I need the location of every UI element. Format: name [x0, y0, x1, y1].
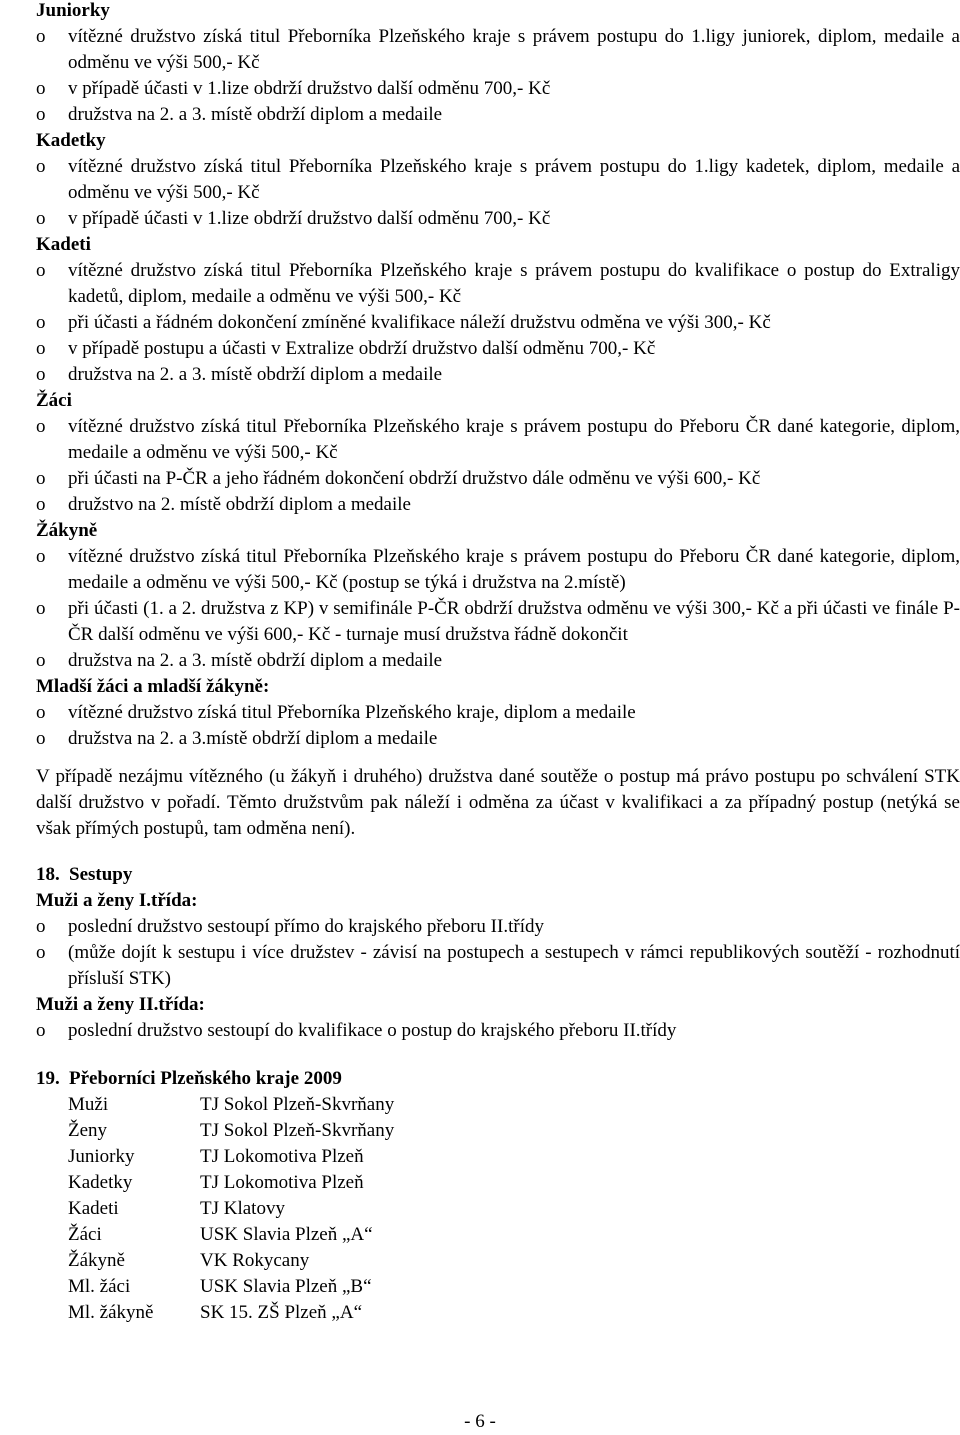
- bullet-marker: o: [36, 546, 46, 567]
- note-paragraph: V případě nezájmu vítězného (u žákyň i druhého) družstva dané soutěže o postup má právo postupu po schválení STK další družstvo v pořadí. Těmto družstvům pak náleží i odměna za účast v kvalifikaci a za případný postup (netýká se však přímých postupů, tam odměna není).: [36, 766, 960, 839]
- list-item-text: poslední družstvo sestoupí přímo do krajského přeboru II.třídy: [68, 916, 544, 937]
- list-item-text: vítězné družstvo získá titul Přeborníka Plzeňského kraje s právem postupu do 1.ligy juniorek, diplom, medaile a odměnu ve výši 500,- Kč: [68, 26, 960, 73]
- list-item-text: (může dojít k sestupu i více družstev - závisí na postupech a sestupech v rámci republikových soutěží - rozhodnutí přísluší STK): [68, 942, 960, 989]
- table-row: [68, 1196, 394, 1222]
- list-item-text: vítězné družstvo získá titul Přeborníka Plzeňského kraje s právem postupu do Přeboru ČR dané kategorie, diplom, medaile a odměnu ve výši 500,- Kč (postup se týká i družstva na 2.místě): [68, 546, 960, 593]
- table-row: [68, 1118, 394, 1144]
- category-cell: Ženy: [68, 1120, 108, 1141]
- list-item: [36, 414, 960, 466]
- bullet-marker: o: [36, 650, 46, 671]
- list-item: [36, 206, 960, 232]
- team-cell: USK Slavia Plzeň „A“: [200, 1224, 373, 1245]
- bullet-marker: o: [36, 468, 46, 489]
- bullet-marker: o: [36, 916, 46, 937]
- team-cell: VK Rokycany: [200, 1250, 310, 1271]
- list-item: [36, 492, 960, 518]
- bullet-marker: o: [36, 156, 46, 177]
- list-item: [36, 336, 960, 362]
- list-item: [36, 940, 960, 992]
- list-item: [36, 544, 960, 596]
- list-item-text: vítězné družstvo získá titul Přeborníka Plzeňského kraje s právem postupu do Přeboru ČR dané kategorie, diplom, medaile a odměnu ve výši 500,- Kč: [68, 416, 960, 463]
- list-item: [36, 362, 960, 388]
- section-heading-champions: [36, 1066, 960, 1092]
- list-item-text: v případě účasti v 1.lize obdrží družstvo další odměnu 700,- Kč: [68, 208, 551, 229]
- team-cell: TJ Sokol Plzeň-Skvrňany: [200, 1120, 395, 1141]
- team-cell: TJ Klatovy: [200, 1198, 285, 1219]
- bullet-marker: o: [36, 26, 46, 47]
- list-item: [36, 914, 960, 940]
- list-item-text: v případě účasti v 1.lize obdrží družstvo další odměnu 700,- Kč: [68, 78, 551, 99]
- list-item-text: poslední družstvo sestoupí do kvalifikace o postup do krajského přeboru II.třídy: [68, 1020, 677, 1041]
- category-cell: Žáci: [68, 1224, 102, 1245]
- team-cell: TJ Lokomotiva Plzeň: [200, 1146, 364, 1167]
- bullet-marker: o: [36, 702, 46, 723]
- list-item: [36, 154, 960, 206]
- list-item-text: vítězné družstvo získá titul Přeborníka Plzeňského kraje s právem postupu do 1.ligy kadetek, diplom, medaile a odměnu ve výši 500,- Kč: [68, 156, 960, 203]
- heading-mladsi: Mladší žáci a mladší žákyně:: [36, 676, 270, 697]
- section-title: Přeborníci Plzeňského kraje 2009: [69, 1068, 342, 1089]
- list-item: [36, 310, 960, 336]
- team-cell: USK Slavia Plzeň „B“: [200, 1276, 372, 1297]
- table-row: [68, 1170, 394, 1196]
- bullet-marker: o: [36, 728, 46, 749]
- category-cell: Muži: [68, 1094, 109, 1115]
- list-item-text: družstva na 2. a 3. místě obdrží diplom a medaile: [68, 364, 443, 385]
- section-heading-sestupy: [36, 862, 960, 888]
- bullet-marker: o: [36, 416, 46, 437]
- category-cell: Juniorky: [68, 1146, 135, 1167]
- category-cell: Ml. žákyně: [68, 1302, 154, 1323]
- team-cell: TJ Lokomotiva Plzeň: [200, 1172, 364, 1193]
- table-row: [68, 1248, 394, 1274]
- bullet-marker: o: [36, 494, 46, 515]
- bullet-marker: o: [36, 78, 46, 99]
- bullet-marker: o: [36, 598, 46, 619]
- bullet-marker: o: [36, 364, 46, 385]
- list-item-text: družstva na 2. a 3. místě obdrží diplom a medaile: [68, 104, 443, 125]
- bullet-marker: o: [36, 312, 46, 333]
- table-row: [68, 1274, 394, 1300]
- document-page: [36, 0, 960, 1326]
- section-number: 19.: [36, 1068, 60, 1089]
- table-row: [68, 1144, 394, 1170]
- table-row: [68, 1300, 394, 1326]
- category-cell: Ml. žáci: [68, 1276, 131, 1297]
- list-item: [36, 102, 960, 128]
- page-number: - 6 -: [464, 1411, 496, 1432]
- heading-kadetky: Kadetky: [36, 130, 106, 151]
- bullet-marker: o: [36, 104, 46, 125]
- subheading-muzi-zeny-2: Muži a ženy II.třída:: [36, 994, 205, 1015]
- heading-kadeti: Kadeti: [36, 234, 91, 255]
- section-number: 18.: [36, 864, 60, 885]
- list-item: [36, 1018, 960, 1044]
- section-title: Sestupy: [69, 864, 133, 885]
- team-cell: SK 15. ZŠ Plzeň „A“: [200, 1302, 363, 1323]
- list-item: [36, 466, 960, 492]
- bullet-marker: o: [36, 338, 46, 359]
- category-cell: Kadetky: [68, 1172, 133, 1193]
- list-item-text: při účasti na P-ČR a jeho řádném dokončení obdrží družstvo dále odměnu ve výši 600,- Kč: [68, 468, 761, 489]
- bullet-marker: o: [36, 1020, 46, 1041]
- list-item-text: při účasti a řádném dokončení zmíněné kvalifikace náleží družstvu odměna ve výši 300,- Kč: [68, 312, 771, 333]
- subheading-muzi-zeny-1: Muži a ženy I.třída:: [36, 890, 198, 911]
- champions-table: [68, 1092, 394, 1326]
- bullet-marker: o: [36, 942, 46, 963]
- table-row: [68, 1092, 394, 1118]
- list-item-text: vítězné družstvo získá titul Přeborníka Plzeňského kraje, diplom a medaile: [68, 702, 636, 723]
- heading-zakyne: Žákyně: [36, 520, 98, 541]
- list-item: [36, 700, 960, 726]
- list-item: [36, 596, 960, 648]
- list-item: [36, 648, 960, 674]
- list-item-text: vítězné družstvo získá titul Přeborníka Plzeňského kraje s právem postupu do kvalifikace o postup do Extraligy kadetů, diplom, medaile a odměnu ve výši 500,- Kč: [68, 260, 960, 307]
- list-item-text: družstva na 2. a 3. místě obdrží diplom a medaile: [68, 650, 443, 671]
- bullet-marker: o: [36, 260, 46, 281]
- bullet-marker: o: [36, 208, 46, 229]
- team-cell: TJ Sokol Plzeň-Skvrňany: [200, 1094, 395, 1115]
- list-item: [36, 24, 960, 76]
- list-item-text: družstvo na 2. místě obdrží diplom a medaile: [68, 494, 411, 515]
- category-cell: Žákyně: [68, 1250, 125, 1271]
- heading-zaci: Žáci: [36, 390, 72, 411]
- list-item: [36, 76, 960, 102]
- heading-juniorky: Juniorky: [36, 0, 110, 21]
- list-item: [36, 726, 960, 752]
- category-cell: Kadeti: [68, 1198, 119, 1219]
- list-item-text: družstva na 2. a 3.místě obdrží diplom a medaile: [68, 728, 438, 749]
- list-item-text: při účasti (1. a 2. družstva z KP) v semifinále P-ČR obdrží družstva odměnu ve výši 300,- Kč a při účasti ve finále P-ČR další odměnu ve výši 600,- Kč - turnaje musí družstva řádně dokončit: [68, 598, 960, 645]
- list-item-text: v případě postupu a účasti v Extralize obdrží družstvo další odměnu 700,- Kč: [68, 338, 656, 359]
- list-item: [36, 258, 960, 310]
- table-row: [68, 1222, 394, 1248]
